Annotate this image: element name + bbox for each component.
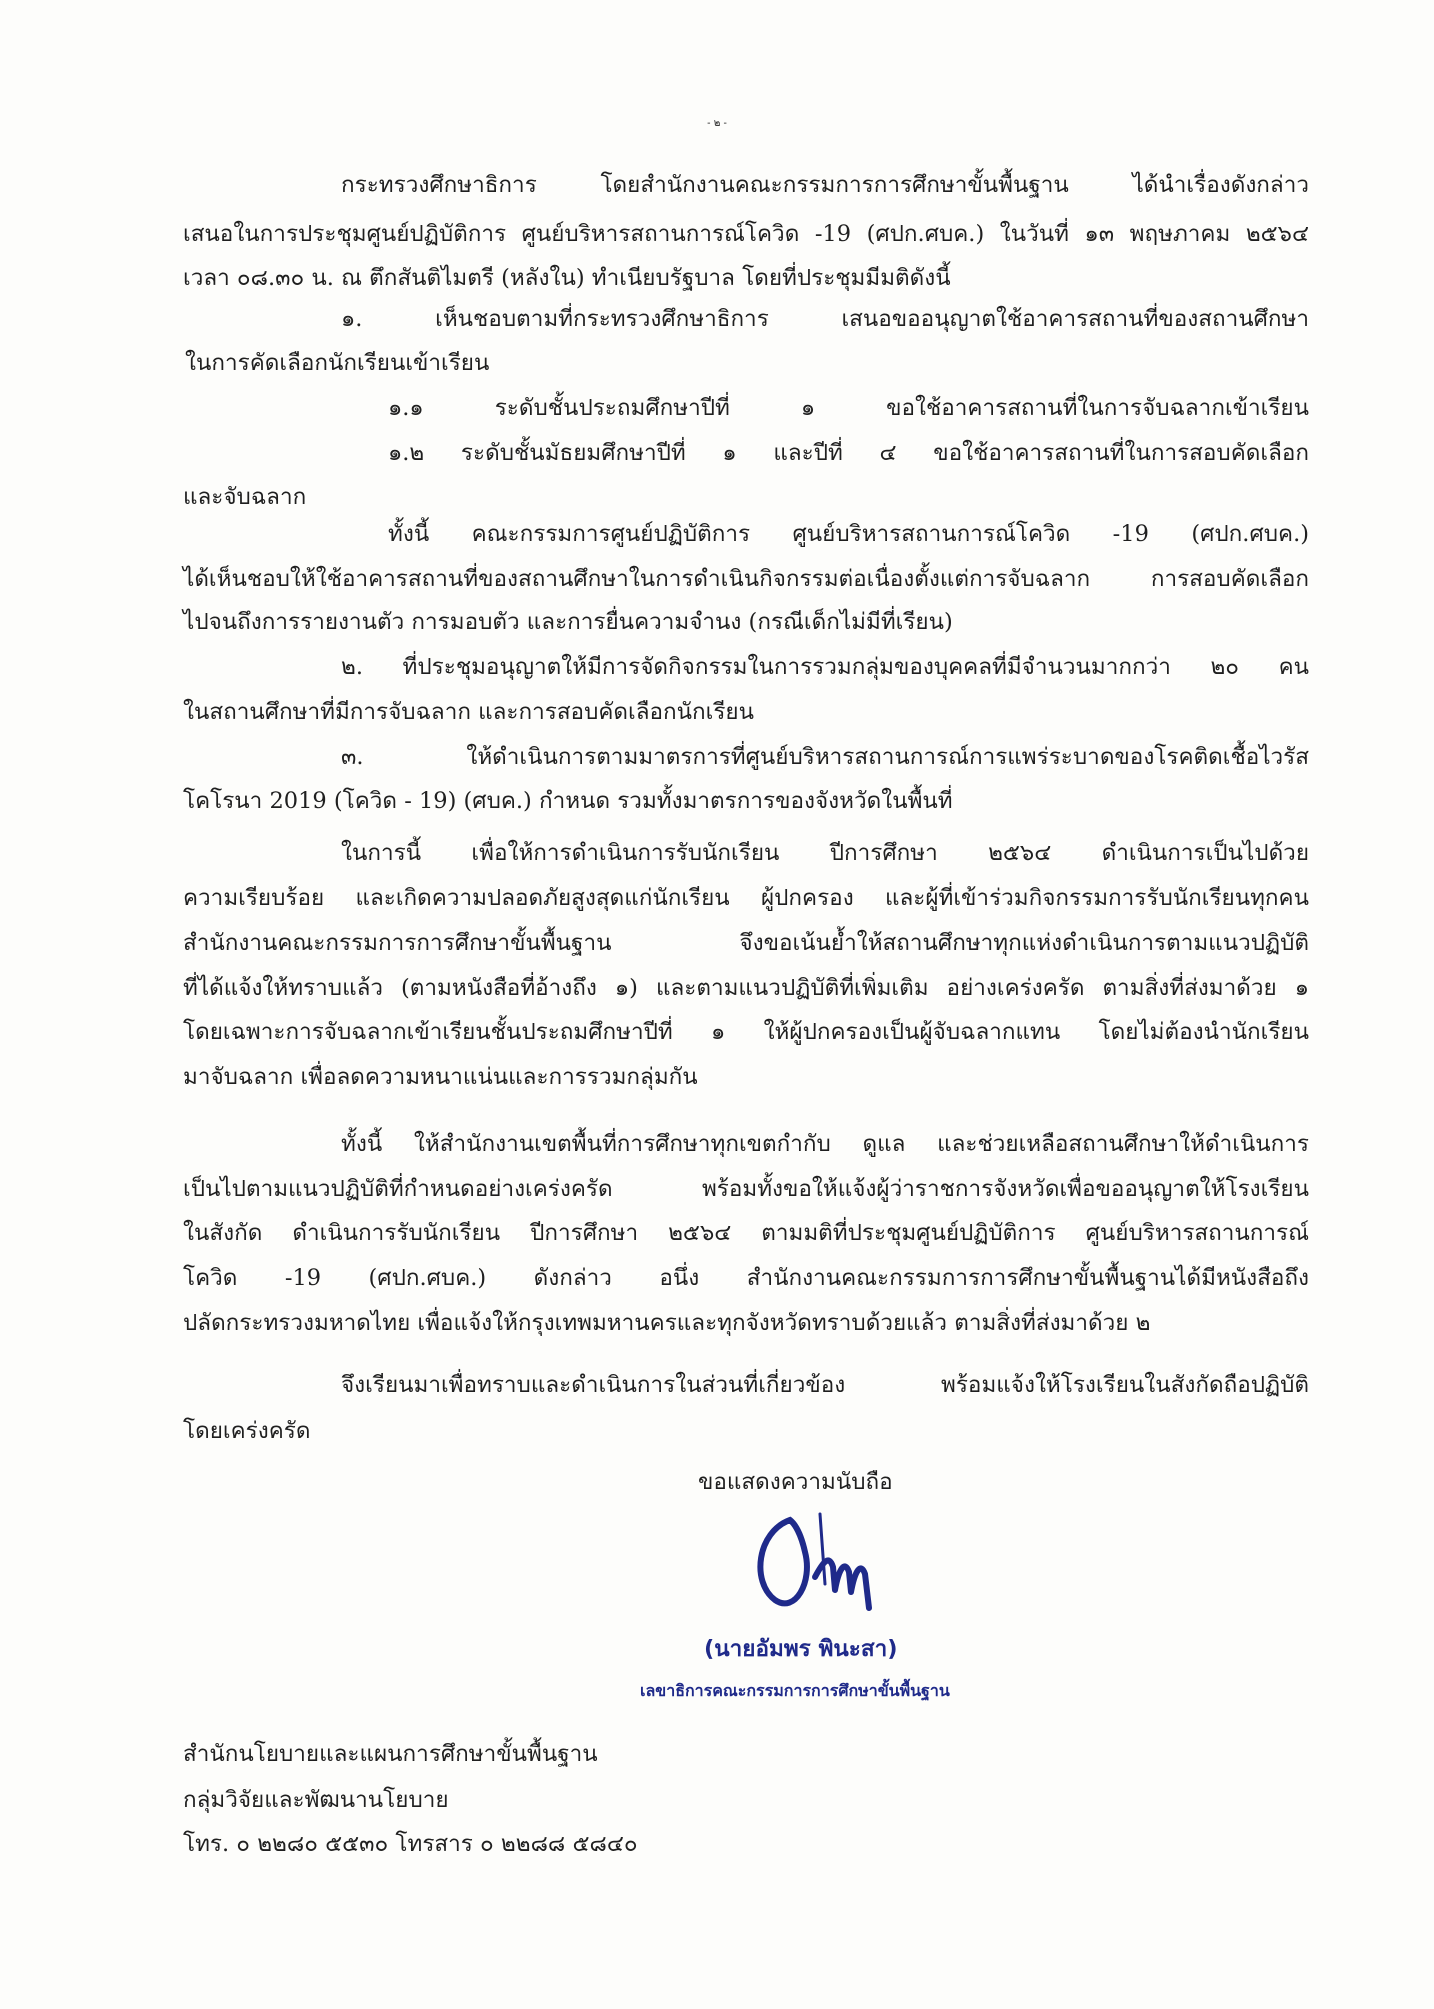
paragraph1-line-2: เสนอในการประชุมศูนย์ปฏิบัติการ ศูนย์บริหารสถานการณ์โควิด -19 (ศปก.ศบค.) ในวันที่ ๑๓ พฤษภาคม ๒๕๖๔ [183, 221, 1309, 247]
regards-text: ขอแสดงความนับถือ [698, 1469, 893, 1495]
footer-group: กลุ่มวิจัยและพัฒนานโยบาย [183, 1787, 449, 1813]
item2-line-2: ในสถานศึกษาที่มีการจับฉลาก และการสอบคัดเลือกนักเรียน [183, 699, 754, 725]
item1-line-1: ๑. เห็นชอบตามที่กระทรวงศึกษาธิการ เสนอขออนุญาตใช้อาคารสถานที่ของสถานศึกษา [341, 306, 1309, 332]
item1-line-2: ในการคัดเลือกนักเรียนเข้าเรียน [185, 350, 490, 376]
page-number: - ๒ - [707, 118, 727, 129]
paragraph3-line-1: ทั้งนี้ ให้สำนักงานเขตพื้นที่การศึกษาทุกเขตกำกับ ดูแล และช่วยเหลือสถานศึกษาให้ดำเนินการ [341, 1131, 1309, 1157]
item1-2-line-1: ๑.๒ ระดับชั้นมัธยมศึกษาปีที่ ๑ และปีที่ ๔ ขอใช้อาคารสถานที่ในการสอบคัดเลือก [388, 440, 1309, 466]
item1-1-line: ๑.๑ ระดับชั้นประถมศึกษาปีที่ ๑ ขอใช้อาคารสถานที่ในการจับฉลากเข้าเรียน [388, 395, 1309, 421]
handwritten-signature [745, 1512, 915, 1622]
closing-line-1: จึงเรียนมาเพื่อทราบและดำเนินการในส่วนที่เกี่ยวข้อง พร้อมแจ้งให้โรงเรียนในสังกัดถือปฏิบัติ [341, 1372, 1309, 1398]
footer-office: สำนักนโยบายและแผนการศึกษาขั้นพื้นฐาน [183, 1741, 598, 1767]
item1-2-line-2: และจับฉลาก [183, 484, 307, 510]
paragraph3-line-4: โควิด -19 (ศปก.ศบค.) ดังกล่าว อนึ่ง สำนักงานคณะกรรมการการศึกษาขั้นพื้นฐานได้มีหนังสือถึง [183, 1265, 1309, 1291]
paragraph2-line-2: ความเรียบร้อย และเกิดความปลอดภัยสูงสุดแก่นักเรียน ผู้ปกครอง และผู้ที่เข้าร่วมกิจกรรมการรับนักเรียนทุกคน [183, 885, 1309, 911]
committee-line-2: ได้เห็นชอบให้ใช้อาคารสถานที่ของสถานศึกษาในการดำเนินกิจกรรมต่อเนื่องตั้งแต่การจับฉลาก การสอบคัดเลือก [183, 566, 1309, 592]
signer-title: เลขาธิการคณะกรรมการการศึกษาขั้นพื้นฐาน [640, 1681, 950, 1700]
paragraph2-line-4: ที่ได้แจ้งให้ทราบแล้ว (ตามหนังสือที่อ้างถึง ๑) และตามแนวปฏิบัติที่เพิ่มเติม อย่างเคร่งครัด ตามสิ่งที่ส่งมาด้วย ๑ [183, 975, 1309, 1001]
committee-line-1: ทั้งนี้ คณะกรรมการศูนย์ปฏิบัติการ ศูนย์บริหารสถานการณ์โควิด -19 (ศปก.ศบค.) [388, 521, 1309, 547]
paragraph2-line-5: โดยเฉพาะการจับฉลากเข้าเรียนชั้นประถมศึกษาปีที่ ๑ ให้ผู้ปกครองเป็นผู้จับฉลากแทน โดยไม่ต้องนำนักเรียน [183, 1019, 1309, 1045]
signer-name: (นายอัมพร พินะสา) [704, 1636, 898, 1662]
paragraph2-line-6: มาจับฉลาก เพื่อลดความหนาแน่นและการรวมกลุ่มกัน [183, 1064, 698, 1090]
paragraph2-line-3: สำนักงานคณะกรรมการการศึกษาขั้นพื้นฐาน จึงขอเน้นย้ำให้สถานศึกษาทุกแห่งดำเนินการตามแนวปฏิบัติ [183, 930, 1309, 956]
paragraph1-line-3: เวลา ๐๘.๓๐ น. ณ ตึกสันติไมตรี (หลังใน) ทำเนียบรัฐบาล โดยที่ประชุมมีมติดังนี้ [183, 265, 951, 291]
closing-line-2: โดยเคร่งครัด [183, 1418, 311, 1444]
paragraph3-line-3: ในสังกัด ดำเนินการรับนักเรียน ปีการศึกษา ๒๕๖๔ ตามมติที่ประชุมศูนย์ปฏิบัติการ ศูนย์บริหารสถานการณ์ [183, 1220, 1309, 1246]
paragraph3-line-5: ปลัดกระทรวงมหาดไทย เพื่อแจ้งให้กรุงเทพมหานครและทุกจังหวัดทราบด้วยแล้ว ตามสิ่งที่ส่งมาด้วย ๒ [183, 1310, 1151, 1336]
item2-line-1: ๒. ที่ประชุมอนุญาตให้มีการจัดกิจกรรมในการรวมกลุ่มของบุคคลที่มีจำนวนมากกว่า ๒๐ คน [341, 654, 1309, 680]
item3-line-1: ๓. ให้ดำเนินการตามมาตรการที่ศูนย์บริหารสถานการณ์การแพร่ระบาดของโรคติดเชื้อไวรัส [341, 744, 1309, 770]
paragraph3-line-2: เป็นไปตามแนวปฏิบัติที่กำหนดอย่างเคร่งครัด พร้อมทั้งขอให้แจ้งผู้ว่าราชการจังหวัดเพื่อขออนุญาตให้โรงเรียน [183, 1176, 1309, 1202]
committee-line-3: ไปจนถึงการรายงานตัว การมอบตัว และการยื่นความจำนง (กรณีเด็กไม่มีที่เรียน) [183, 609, 953, 635]
paragraph1-line-1: กระทรวงศึกษาธิการ โดยสำนักงานคณะกรรมการการศึกษาขั้นพื้นฐาน ได้นำเรื่องดังกล่าว [341, 172, 1309, 198]
paragraph2-line-1: ในการนี้ เพื่อให้การดำเนินการรับนักเรียน ปีการศึกษา ๒๕๖๔ ดำเนินการเป็นไปด้วย [341, 840, 1309, 866]
footer-phone: โทร. ๐ ๒๒๘๐ ๕๕๓๐ โทรสาร ๐ ๒๒๘๘ ๕๘๔๐ [183, 1831, 638, 1857]
item3-line-2: โคโรนา 2019 (โควิด - 19) (ศบค.) กำหนด รวมทั้งมาตรการของจังหวัดในพื้นที่ [183, 788, 953, 814]
